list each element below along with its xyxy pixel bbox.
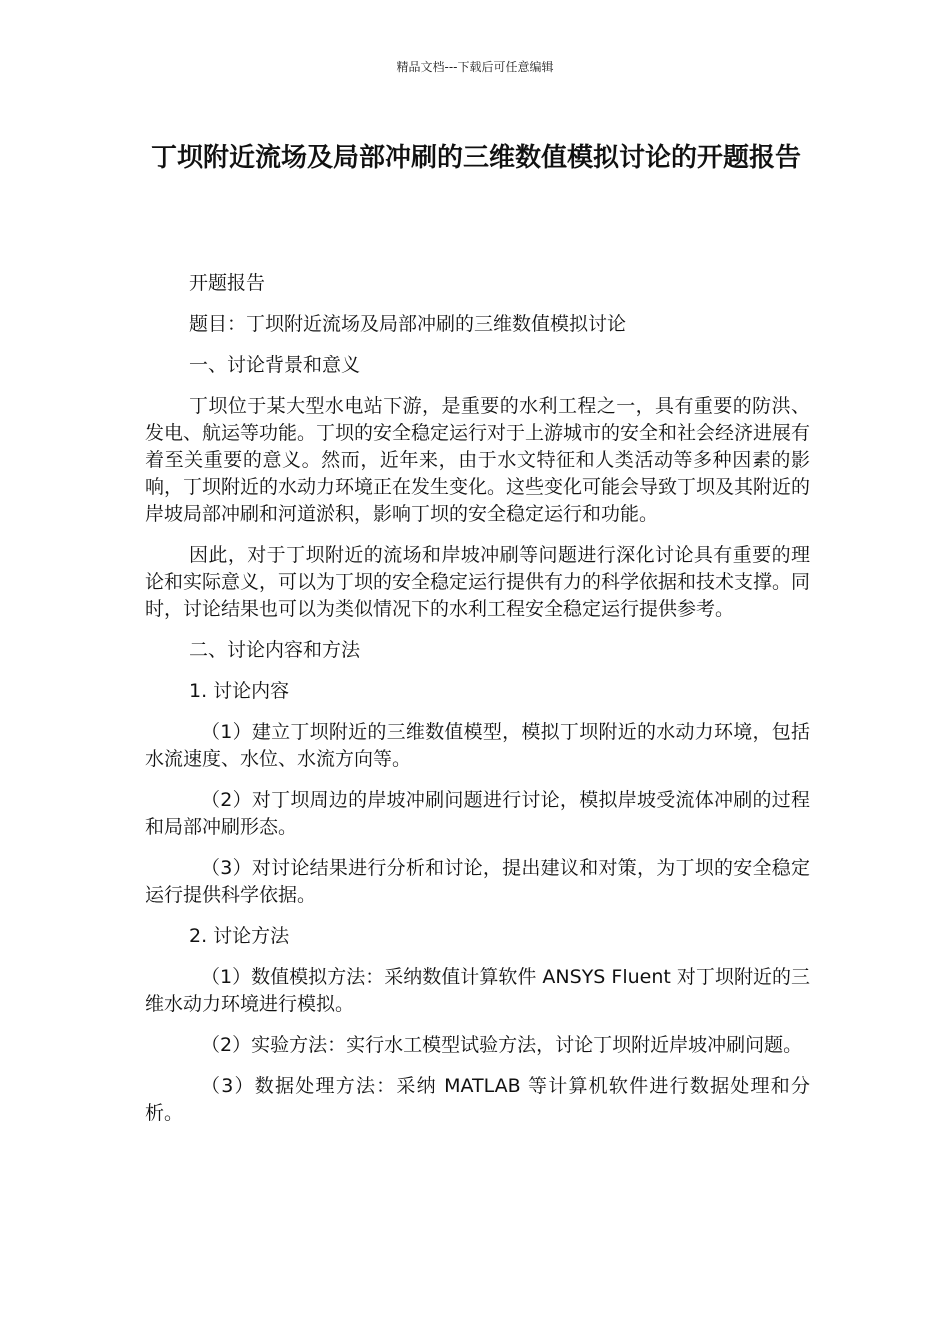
section-heading-content-methods: 二、讨论内容和方法 — [189, 639, 361, 661]
document-body — [145, 270, 810, 1141]
header-note: 精品文档---下载后可任意编辑 — [396, 60, 554, 74]
paragraph: 丁坝位于某大型水电站下游，是重要的水利工程之一，具有重要的防洪、发电、航运等功能。丁坝的安全稳定运行对于上游城市的安全和社会经济进展有着至关重要的意义。然而，近年来，由于水文特征和人类活动等多种因素的影响，丁坝附近的水动力环境正在发生变化。这些变化可能会导致丁坝及其附近的岸坡局部冲刷和河道淤积，影响丁坝的安全稳定运行和功能。 — [145, 395, 811, 525]
list-item: （3）对讨论结果进行分析和讨论，提出建议和对策，为丁坝的安全稳定运行提供科学依据。 — [145, 857, 810, 906]
list-item: （2）对丁坝周边的岸坡冲刷问题进行讨论，模拟岸坡受流体冲刷的过程和局部冲刷形态。 — [145, 789, 810, 838]
subheading-content: 1. 讨论内容 — [189, 680, 290, 702]
document-title: 丁坝附近流场及局部冲刷的三维数值模拟讨论的开题报告 — [150, 143, 801, 173]
doc-type-label: 开题报告 — [189, 272, 266, 294]
list-item: （1）建立丁坝附近的三维数值模型，模拟丁坝附近的水动力环境，包括水流速度、水位、水流方向等。 — [145, 721, 810, 770]
list-item: （1）数值模拟方法：采纳数值计算软件 ANSYS Fluent 对丁坝附近的三维水动力环境进行模拟。 — [145, 966, 810, 1015]
subheading-methods: 2. 讨论方法 — [189, 925, 290, 947]
paragraph: 因此，对于丁坝附近的流场和岸坡冲刷等问题进行深化讨论具有重要的理论和实际意义，可以为丁坝的安全稳定运行提供有力的科学依据和技术支撑。同时，讨论结果也可以为类似情况下的水利工程安全稳定运行提供参考。 — [145, 544, 811, 620]
list-item: （3）数据处理方法：采纳 MATLAB 等计算机软件进行数据处理和分析。 — [145, 1075, 810, 1124]
subject-line: 题目：丁坝附近流场及局部冲刷的三维数值模拟讨论 — [189, 313, 627, 335]
list-item: （2）实验方法：实行水工模型试验方法，讨论丁坝附近岸坡冲刷问题。 — [201, 1034, 803, 1056]
section-heading-background: 一、讨论背景和意义 — [189, 354, 361, 376]
